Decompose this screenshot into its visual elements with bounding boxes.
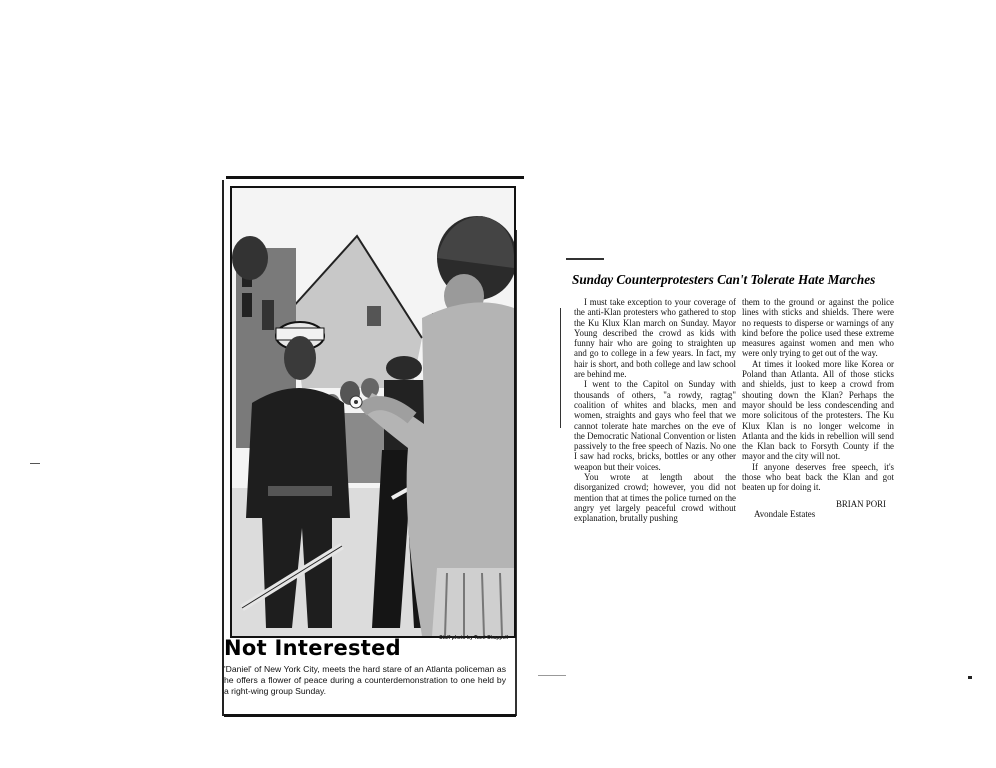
clipping-headline: Not Interested <box>224 636 402 660</box>
letter-paragraph: I went to the Capitol on Sunday with thousands of others, "a rowdy, ragtag" coalition of whites and blacks, men and women, straights and gays who feel that we cannot tolerate hate marches on the eve of the Democratic National Convention or listen passively to the free speech of Nazis. No one I saw had rocks, bricks, bottles or any other weapon but their voices. <box>574 379 736 472</box>
clipping-top-rule <box>226 176 524 179</box>
photo-credit: Staff photo by Tami Chappell <box>439 635 508 641</box>
clipping-bottom-rule <box>224 714 516 717</box>
letter-paragraph: You wrote at length about the disorganized crowd; however, you did not mention that at times the police turned on the angry yet largely peaceful crowd without explanation, brutally pushing <box>574 472 736 524</box>
photo-caption: 'Daniel' of New York City, meets the hard stare of an Atlanta policeman as he offers a flower of peace during a counterdemonstration to one held by a right-wing group Sunday. <box>224 664 506 696</box>
letter-column-1 <box>574 297 736 524</box>
letter-paragraph: I must take exception to your coverage of the anti-Klan protesters who gathered to stop the Ku Klux Klan march on Sunday. Mayor Young described the crowd as kids with funny hair who are going to straighten up and go to college in a few years. In fact, my hair is short, and both college and law school are behind me. <box>574 297 736 380</box>
letter-column-2 <box>742 297 894 519</box>
letter-top-rule <box>566 258 604 260</box>
letter-paragraph: If anyone deserves free speech, it's those who beat back the Klan and got beaten up for doing it. <box>742 461 894 493</box>
letter-paragraph: At times it looked more like Korea or Poland than Atlanta. All of those sticks and shields, just to keep a crowd from shouting down the Klan? Perhaps the mayor should be less condescending and more solicitous of the protesters. The Ku Klux Klan is no longer welcome in Atlanta and the kids in rebellion will send the Klan back to Forsyth County if the mayor and the city will not. <box>742 358 894 462</box>
letter-paragraph: them to the ground or against the police lines with sticks and shields. There were no requests to disperse or warnings of any kind before the police used these extreme measures against women and men who were only trying to get out of the way. <box>742 297 894 359</box>
scan-mark <box>30 463 40 464</box>
signature-name: BRIAN PORI <box>835 498 886 509</box>
photo-clipping <box>222 176 520 720</box>
column-rule <box>560 308 561 428</box>
scan-mark <box>538 675 566 676</box>
news-photo <box>230 186 516 638</box>
letter-title: Sunday Counterprotesters Can't Tolerate Hate Marches <box>572 272 876 287</box>
scan-mark <box>968 676 972 679</box>
signature-place: Avondale Estates <box>754 508 816 519</box>
